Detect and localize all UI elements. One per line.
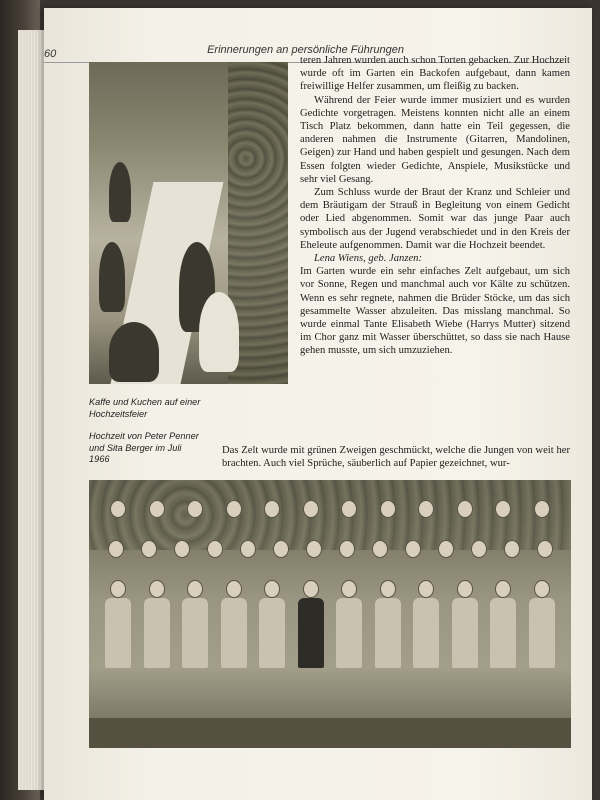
photo-row-middle <box>99 540 561 558</box>
running-head: Erinnerungen an persönliche Führungen <box>207 44 404 56</box>
paragraph: Im Garten wurde ein sehr einfaches Zelt aufgebaut, um sich vor Sonne, Regen und manchmal auch vor Kälte zu schützen. Wenn es sehr regnete, nahmen die Brüder Stöcke, um das sich gesammelte Wasser abzuleiten. Das misslang manchmal. So wurde einmal Tante Elisabeth Wiebe (Harrys Mutter) sitzend im Chor ganz mit Wasser überschüttet, so dass sie nach Hause gehen musste, um sich umzuziehen. <box>300 266 570 357</box>
photo-guest <box>99 242 125 312</box>
caption-photo-2: Hochzeit von Peter Penner und Sita Berger im Juli 1966 <box>89 431 199 464</box>
photo-bench <box>89 718 571 748</box>
right-text-column <box>300 54 570 358</box>
photo-row-back <box>99 500 561 518</box>
caption-photo-1: Kaffe und Kuchen auf einer Hochzeitsfeier <box>89 397 201 419</box>
paragraph: Zum Schluss wurde der Braut der Kranz und Schleier und dem Bräutigam der Strauß in Begleitung von einem Gedicht oder Lied abgenommen. Somit war das junge Paar auch symbolisch aus der Jugend verabschiedet und in den Kreis der Eheleute aufgenommen. Damit war die Hochzeit beendet. <box>300 187 570 251</box>
photo-guest <box>109 322 159 382</box>
page-number: 60 <box>44 48 57 60</box>
photo-wedding-table <box>89 62 288 384</box>
subheading: Lena Wiens, geb. Janzen: <box>314 253 422 265</box>
paragraph: Das Zelt wurde mit grünen Zweigen geschmückt, welche die Jungen von weit her brachten. Auch viel Sprüche, säuberlich auf Papier gezeichnet, wur- <box>222 445 570 470</box>
photo-guest <box>109 162 131 222</box>
photo-guest <box>199 292 239 372</box>
paragraph: teren Jahren wurden auch schon Torten gebacken. Zur Hochzeit wurde oft im Garten ein Backofen aufgebaut, dann kamen freiwillige Helfer zusammen, um fleißig zu backen. <box>300 55 570 93</box>
photo-row-front-heads <box>99 580 561 598</box>
photo-row-front-bodies <box>99 598 561 668</box>
bottom-text-block <box>222 444 570 470</box>
photo-wedding-group <box>89 480 571 748</box>
paragraph: Während der Feier wurde immer musiziert und es wurden Gedichte vorgetragen. Meistens konnten nicht alle an einem Tisch Platz bekommen, dann hatte ein Teil gegessen, die anderen nahmen die Instrumente (Gitarren, Mandolinen, Geigen) zur Hand und haben gespielt und gesungen. Nach dem Essen folgten wieder Gedichte, Anspiele, Musikstücke und sehr viel Gesang. <box>300 94 570 185</box>
